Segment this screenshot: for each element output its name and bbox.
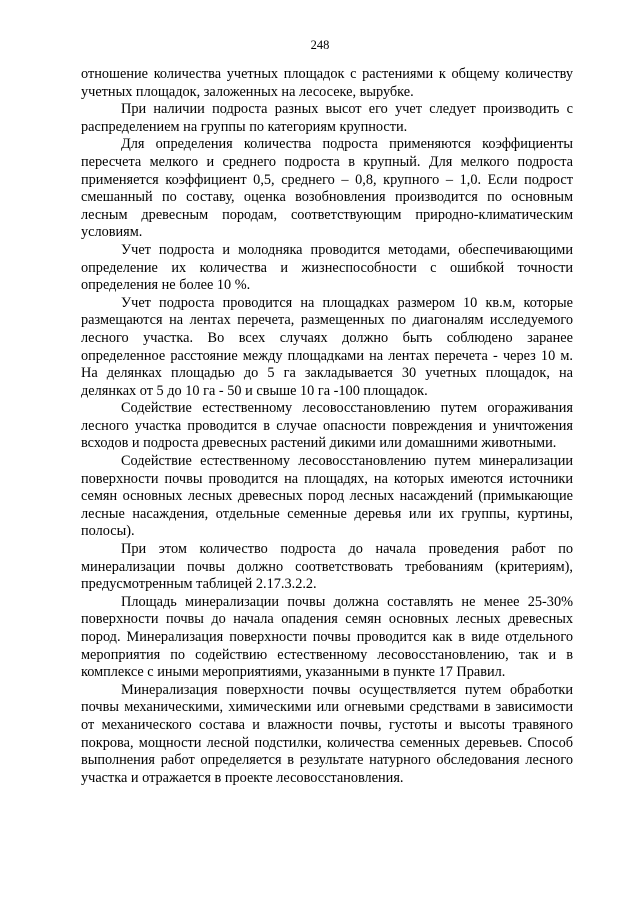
- paragraph-height-groups: При наличии подроста разных высот его учет следует производить с распределением на группы по категориям крупности.: [81, 101, 573, 135]
- paragraph-undergrowth-requirements: При этом количество подроста до начала проведения работ по минерализации почвы должно соответствовать требованиям (критериям), предусмотренным таблицей 2.17.3.2.2.: [81, 541, 573, 593]
- paragraph-fencing: Содействие естественному лесовосстановлению путем огораживания лесного участка проводится в случае опасности повреждения и уничтожения всходов и подроста древесных растений дикими или домашними животными.: [81, 400, 573, 452]
- paragraph-conversion-coefficients: Для определения количества подроста применяются коэффициенты пересчета мелкого и среднего подроста в крупный. Для мелкого подроста применяется коэффициент 0,5, среднего – 0,8, крупного – 1,0. Если подрост смешанный по составу, оценка возобновления производится по основным лесным древесным породам, соответствующим природно-климатическим условиям.: [81, 136, 573, 241]
- paragraph-sample-plots: Учет подроста проводится на площадках размером 10 кв.м, которые размещаются на лентах перечета, размещенных по диагоналям исследуемого лесного участка. Во всех случаях должно быть соблюдено заранее определенное расстояние между площадками на лентах перечета - через 10 м. На делянках площадью до 5 га закладывается 30 учетных площадок, на делянках от 5 до 10 га - 50 и свыше 10 га -100 площадок.: [81, 294, 573, 399]
- paragraph-mineralization-methods: Минерализация поверхности почвы осуществляется путем обработки почвы механическими, химическими или огневыми средствами в зависимости от механического состава и влажности почвы, густоты и высоты травяного покрова, мощности лесной подстилки, количества семенных деревьев. Способ выполнения работ определяется в результате натурного обследования лесного участка и отражается в проекте лесовосстановления.: [81, 681, 573, 786]
- paragraph-soil-mineralization: Содействие естественному лесовосстановлению путем минерализации поверхности почвы проводится на площадях, на которых имеются источники семян основных лесных древесных пород лесных насаждений (примыкающие лесные насаждения, отдельные семенные деревья или их группы, куртины, полосы).: [81, 453, 573, 540]
- paragraph-continuation: отношение количества учетных площадок с растениями к общему количеству учетных площадок, заложенных на лесосеке, вырубке.: [81, 66, 573, 100]
- paragraph-accuracy: Учет подроста и молодняка проводится методами, обеспечивающими определение их количества и жизнеспособности с ошибкой точности определения не более 10 %.: [81, 241, 573, 294]
- page-number: 248: [310, 38, 330, 52]
- body-text: [81, 66, 573, 787]
- paragraph-mineralization-area: Площадь минерализации почвы должна составлять не менее 25-30% поверхности почвы до начала опадения семян основных лесных древесных пород. Минерализация поверхности почвы проводится как в виде отдельного мероприятия по содействию естественному лесовосстановлению, так и в комплексе с иными мероприятиями, указанными в пункте 17 Правил.: [81, 593, 573, 681]
